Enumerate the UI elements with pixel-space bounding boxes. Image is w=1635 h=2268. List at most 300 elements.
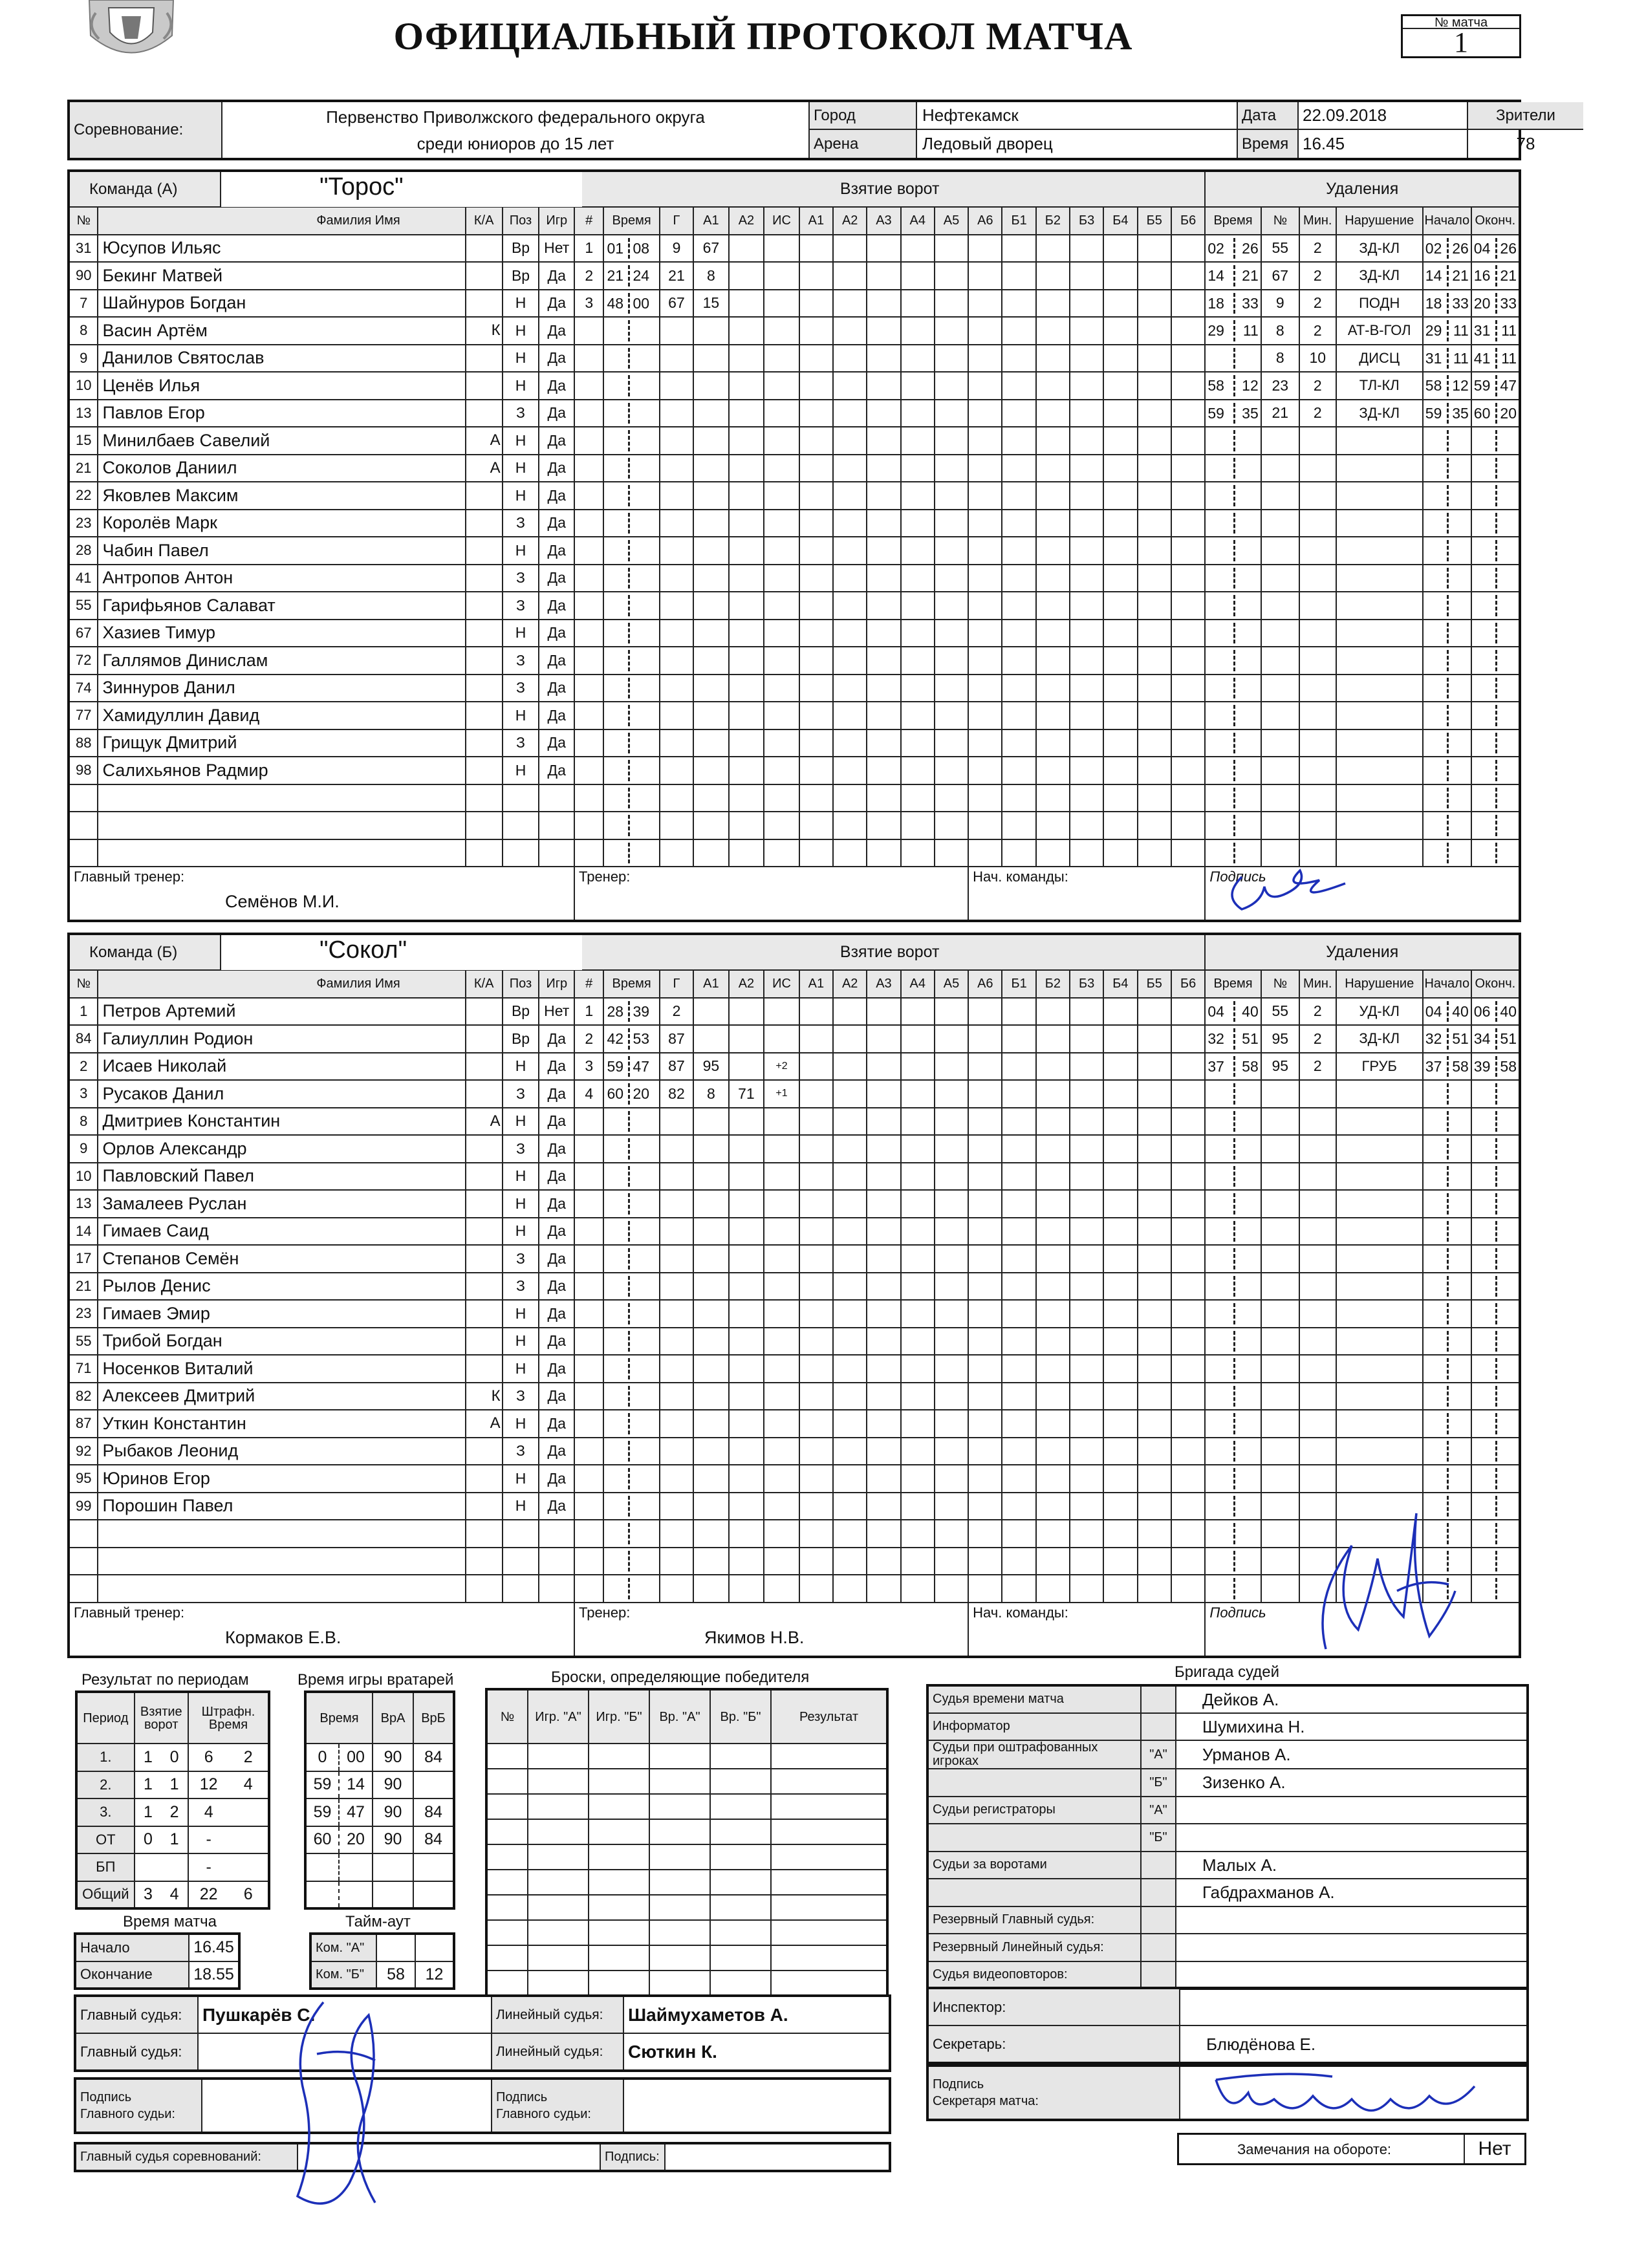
player-number: 10 bbox=[69, 1163, 98, 1191]
goal-col-10: А5 bbox=[935, 207, 968, 235]
on-ice-cell bbox=[1002, 537, 1035, 565]
penalty-start: 02 26 bbox=[1423, 235, 1471, 263]
player-played: Да bbox=[539, 317, 574, 345]
team-captain-label: Нач. команды: bbox=[973, 869, 1068, 885]
penalty-end bbox=[1471, 1135, 1520, 1163]
goal-scorer bbox=[660, 1245, 693, 1273]
arena-label: Арена bbox=[810, 130, 917, 158]
penalty-minutes: 2 bbox=[1299, 262, 1336, 290]
player-played: Да bbox=[539, 1383, 574, 1410]
player-name: Рыбаков Леонид bbox=[98, 1438, 465, 1465]
goal-col-17: Б6 bbox=[1171, 207, 1206, 235]
on-ice-cell bbox=[968, 675, 1002, 702]
on-ice-cell bbox=[799, 647, 833, 675]
on-ice-cell bbox=[1171, 1328, 1206, 1355]
player-role bbox=[466, 290, 503, 318]
on-ice-cell bbox=[968, 812, 1002, 839]
goal-assist-2 bbox=[729, 537, 764, 565]
penalty-code bbox=[1336, 784, 1423, 812]
on-ice-cell bbox=[833, 1575, 867, 1603]
player-role bbox=[466, 1080, 503, 1108]
penalty-player bbox=[1261, 1355, 1299, 1383]
player-number: 23 bbox=[69, 510, 98, 537]
goal-scorer bbox=[660, 702, 693, 729]
goal-assist-2 bbox=[729, 482, 764, 510]
goal-scorer: 67 bbox=[660, 290, 693, 318]
on-ice-cell bbox=[935, 1328, 968, 1355]
shootout-row bbox=[486, 1819, 887, 1844]
penalty-time bbox=[1205, 702, 1261, 729]
linesman-1: Шаймухаметов А. bbox=[623, 1996, 890, 2033]
player-played bbox=[539, 839, 574, 867]
penalty-code bbox=[1336, 1410, 1423, 1438]
on-ice-cell bbox=[1070, 592, 1103, 620]
official-tag bbox=[1141, 1934, 1176, 1961]
roster-col-4: Игр bbox=[539, 970, 574, 998]
period-goals-a: 1 bbox=[135, 1798, 162, 1826]
player-played: Да bbox=[539, 1465, 574, 1493]
goalie-time-table bbox=[304, 1690, 455, 1910]
player-position: Н bbox=[503, 1493, 539, 1520]
penalty-time: 18 33 bbox=[1205, 290, 1261, 318]
on-ice-cell bbox=[968, 1493, 1002, 1520]
goal-assist-1: 8 bbox=[693, 1080, 729, 1108]
player-row bbox=[69, 400, 1520, 427]
penalty-code bbox=[1336, 455, 1423, 482]
on-ice-cell bbox=[968, 620, 1002, 647]
on-ice-cell bbox=[1103, 372, 1137, 400]
shootout-cell bbox=[771, 1870, 887, 1895]
on-ice-cell bbox=[1138, 784, 1171, 812]
goal-number bbox=[574, 1355, 603, 1383]
pen-col-3: Нарушение bbox=[1336, 970, 1423, 998]
goal-number: 3 bbox=[574, 1053, 603, 1081]
goal-situation bbox=[764, 1575, 799, 1603]
on-ice-cell bbox=[968, 702, 1002, 729]
player-role bbox=[466, 702, 503, 729]
goal-situation bbox=[764, 1190, 799, 1218]
penalty-code bbox=[1336, 812, 1423, 839]
on-ice-cell bbox=[1171, 290, 1206, 318]
on-ice-cell bbox=[1138, 675, 1171, 702]
goal-number bbox=[574, 812, 603, 839]
on-ice-cell bbox=[1103, 317, 1137, 345]
player-position: З bbox=[503, 565, 539, 592]
on-ice-cell bbox=[935, 1383, 968, 1410]
player-number: 22 bbox=[69, 482, 98, 510]
on-ice-cell bbox=[867, 1245, 900, 1273]
on-ice-cell bbox=[833, 427, 867, 455]
goal-scorer bbox=[660, 784, 693, 812]
on-ice-cell bbox=[901, 235, 935, 263]
player-played: Нет bbox=[539, 998, 574, 1026]
penalty-minutes bbox=[1299, 1080, 1336, 1108]
on-ice-cell bbox=[1070, 1190, 1103, 1218]
penalty-minutes bbox=[1299, 1135, 1336, 1163]
on-ice-cell bbox=[1002, 592, 1035, 620]
shootout-cell bbox=[710, 1744, 771, 1769]
goal-assist-2 bbox=[729, 565, 764, 592]
penalty-end bbox=[1471, 1355, 1520, 1383]
on-ice-cell bbox=[1070, 647, 1103, 675]
on-ice-cell bbox=[1070, 1328, 1103, 1355]
on-ice-cell bbox=[968, 427, 1002, 455]
goal-time bbox=[603, 400, 659, 427]
goal-number: 1 bbox=[574, 998, 603, 1026]
penalty-start bbox=[1423, 1438, 1471, 1465]
shootout-cell bbox=[486, 1945, 528, 1971]
goal-assist-1 bbox=[693, 1163, 729, 1191]
penalty-player: 55 bbox=[1261, 235, 1299, 263]
penalty-end bbox=[1471, 1465, 1520, 1493]
goal-number bbox=[574, 1520, 603, 1548]
on-ice-cell bbox=[1103, 1300, 1137, 1328]
player-position: Н bbox=[503, 757, 539, 784]
on-ice-cell bbox=[1171, 372, 1206, 400]
penalty-time bbox=[1205, 1410, 1261, 1438]
player-name: Грищук Дмитрий bbox=[98, 729, 465, 757]
period-goals-b: 2 bbox=[161, 1798, 188, 1826]
officials-table bbox=[926, 1684, 1529, 1990]
penalty-end bbox=[1471, 1080, 1520, 1108]
on-ice-cell bbox=[1036, 1410, 1070, 1438]
goal-situation bbox=[764, 647, 799, 675]
player-number: 21 bbox=[69, 1273, 98, 1301]
on-ice-cell bbox=[799, 592, 833, 620]
on-ice-cell bbox=[1070, 1548, 1103, 1575]
goal-assist-2 bbox=[729, 1575, 764, 1603]
on-ice-cell bbox=[1171, 537, 1206, 565]
player-row bbox=[69, 1218, 1520, 1246]
player-role: А bbox=[466, 1410, 503, 1438]
on-ice-cell bbox=[799, 1520, 833, 1548]
on-ice-cell bbox=[867, 1410, 900, 1438]
player-name: Дмитриев Константин bbox=[98, 1108, 465, 1136]
shootout-cell bbox=[589, 1945, 649, 1971]
on-ice-cell bbox=[901, 290, 935, 318]
on-ice-cell bbox=[1036, 345, 1070, 373]
on-ice-cell bbox=[1138, 1080, 1171, 1108]
goal-number bbox=[574, 757, 603, 784]
goal-assist-2 bbox=[729, 757, 764, 784]
goal-assist-1 bbox=[693, 1493, 729, 1520]
official-name: Малых А. bbox=[1176, 1852, 1528, 1879]
comp-referee-sign-label: Подпись: bbox=[600, 2143, 665, 2171]
player-position: Н bbox=[503, 620, 539, 647]
goalie-change-min bbox=[305, 1853, 339, 1881]
shootout-cell bbox=[589, 1769, 649, 1794]
goalie-col-a: ВрА bbox=[373, 1692, 413, 1744]
on-ice-cell bbox=[935, 1493, 968, 1520]
player-played: Да bbox=[539, 1190, 574, 1218]
goal-assist-1 bbox=[693, 1218, 729, 1246]
on-ice-cell bbox=[901, 565, 935, 592]
penalty-player bbox=[1261, 1163, 1299, 1191]
on-ice-cell bbox=[968, 757, 1002, 784]
player-role: А bbox=[466, 1108, 503, 1136]
on-ice-cell bbox=[935, 998, 968, 1026]
on-ice-cell bbox=[1002, 647, 1035, 675]
goal-scorer: 82 bbox=[660, 1080, 693, 1108]
on-ice-cell bbox=[901, 1218, 935, 1246]
on-ice-cell bbox=[1002, 1135, 1035, 1163]
penalty-end bbox=[1471, 1163, 1520, 1191]
secretary-sign-label: Подпись bbox=[933, 2077, 984, 2091]
goal-assist-1 bbox=[693, 1410, 729, 1438]
on-ice-cell bbox=[1002, 998, 1035, 1026]
on-ice-cell bbox=[1070, 1520, 1103, 1548]
period-label: 3. bbox=[76, 1798, 135, 1826]
goal-number bbox=[574, 427, 603, 455]
penalty-time bbox=[1205, 1328, 1261, 1355]
match-end: 18.55 bbox=[189, 1961, 239, 1989]
on-ice-cell bbox=[799, 565, 833, 592]
player-role: К bbox=[466, 1383, 503, 1410]
player-name: Антропов Антон bbox=[98, 565, 465, 592]
on-ice-cell bbox=[1036, 647, 1070, 675]
goal-minute: 59 bbox=[607, 1057, 624, 1075]
coach-name: Якимов Н.В. bbox=[704, 1627, 805, 1647]
on-ice-cell bbox=[1138, 1108, 1171, 1136]
penalty-code: ЗД-КЛ bbox=[1336, 1025, 1423, 1053]
official-row bbox=[927, 1934, 1528, 1961]
goal-situation bbox=[764, 1163, 799, 1191]
player-played: Да bbox=[539, 1493, 574, 1520]
on-ice-cell bbox=[1171, 1410, 1206, 1438]
goal-situation bbox=[764, 345, 799, 373]
federation-emblem bbox=[83, 0, 180, 70]
goal-number bbox=[574, 1438, 603, 1465]
on-ice-cell bbox=[867, 1135, 900, 1163]
penalty-minutes bbox=[1299, 1328, 1336, 1355]
goal-col-13: Б2 bbox=[1036, 970, 1070, 998]
on-ice-cell bbox=[833, 1245, 867, 1273]
player-role bbox=[466, 537, 503, 565]
on-ice-cell bbox=[833, 1273, 867, 1301]
penalty-code: ЗД-КЛ bbox=[1336, 262, 1423, 290]
on-ice-cell bbox=[901, 317, 935, 345]
on-ice-cell bbox=[1002, 784, 1035, 812]
penalty-end bbox=[1471, 1383, 1520, 1410]
spectators-label: Зрители bbox=[1468, 102, 1583, 130]
on-ice-cell bbox=[1171, 592, 1206, 620]
period-goals-a: 0 bbox=[135, 1826, 162, 1854]
player-number: 8 bbox=[69, 317, 98, 345]
on-ice-cell bbox=[799, 537, 833, 565]
on-ice-cell bbox=[935, 729, 968, 757]
on-ice-cell bbox=[1171, 839, 1206, 867]
on-ice-cell bbox=[1036, 839, 1070, 867]
on-ice-cell bbox=[799, 482, 833, 510]
on-ice-cell bbox=[799, 1135, 833, 1163]
penalty-end bbox=[1471, 1300, 1520, 1328]
penalty-start bbox=[1423, 537, 1471, 565]
penalty-start: 58 12 bbox=[1423, 372, 1471, 400]
official-row bbox=[927, 1906, 1528, 1934]
player-played: Да bbox=[539, 1108, 574, 1136]
goal-assist-1 bbox=[693, 757, 729, 784]
on-ice-cell bbox=[1070, 1218, 1103, 1246]
player-name bbox=[98, 839, 465, 867]
penalty-start bbox=[1423, 784, 1471, 812]
penalty-minutes: 10 bbox=[1299, 345, 1336, 373]
penalty-player bbox=[1261, 784, 1299, 812]
penalty-code bbox=[1336, 757, 1423, 784]
player-name: Шайнуров Богдан bbox=[98, 290, 465, 318]
on-ice-cell bbox=[1036, 537, 1070, 565]
period-label: Общий bbox=[76, 1881, 135, 1909]
player-name: Васин Артём bbox=[98, 317, 465, 345]
penalty-minutes bbox=[1299, 1273, 1336, 1301]
on-ice-cell bbox=[1070, 1080, 1103, 1108]
on-ice-cell bbox=[1103, 1080, 1137, 1108]
on-ice-cell bbox=[901, 647, 935, 675]
player-role bbox=[466, 1465, 503, 1493]
head-coach-label: Главный тренер: bbox=[74, 869, 185, 885]
on-ice-cell bbox=[833, 372, 867, 400]
player-number: 13 bbox=[69, 1190, 98, 1218]
goal-assist-2 bbox=[729, 345, 764, 373]
on-ice-cell bbox=[1002, 1025, 1035, 1053]
on-ice-cell bbox=[833, 1520, 867, 1548]
penalty-time: 58 12 bbox=[1205, 372, 1261, 400]
on-ice-cell bbox=[1070, 839, 1103, 867]
pen-col-2: Мин. bbox=[1299, 970, 1336, 998]
on-ice-cell bbox=[799, 345, 833, 373]
on-ice-cell bbox=[1103, 702, 1137, 729]
goal-scorer bbox=[660, 729, 693, 757]
on-ice-cell bbox=[867, 1108, 900, 1136]
goal-number bbox=[574, 729, 603, 757]
on-ice-cell bbox=[1103, 1135, 1137, 1163]
player-name: Павловский Павел bbox=[98, 1163, 465, 1191]
penalty-minutes bbox=[1299, 1383, 1336, 1410]
on-ice-cell bbox=[1002, 757, 1035, 784]
goal-time bbox=[603, 675, 659, 702]
player-position: Н bbox=[503, 1108, 539, 1136]
on-ice-cell bbox=[799, 1355, 833, 1383]
period-goals-b: 4 bbox=[161, 1881, 188, 1909]
on-ice-cell bbox=[1036, 592, 1070, 620]
player-row bbox=[69, 1465, 1520, 1493]
player-row bbox=[69, 1383, 1520, 1410]
on-ice-cell bbox=[1002, 427, 1035, 455]
on-ice-cell bbox=[1036, 482, 1070, 510]
coach-cell bbox=[574, 867, 968, 921]
inspector-value bbox=[1180, 1988, 1528, 2025]
goal-scorer bbox=[660, 1575, 693, 1603]
on-ice-cell bbox=[968, 262, 1002, 290]
ref-sign-label: Подпись bbox=[80, 2090, 132, 2104]
on-ice-cell bbox=[1103, 757, 1137, 784]
on-ice-cell bbox=[968, 537, 1002, 565]
roster-col-3: Поз bbox=[503, 970, 539, 998]
penalty-end bbox=[1471, 839, 1520, 867]
penalty-time bbox=[1205, 1355, 1261, 1383]
on-ice-cell bbox=[1138, 372, 1171, 400]
on-ice-cell bbox=[1103, 1328, 1137, 1355]
goal-assist-2 bbox=[729, 839, 764, 867]
on-ice-cell bbox=[1171, 1080, 1206, 1108]
goal-col-6: А1 bbox=[799, 970, 833, 998]
penalty-time bbox=[1205, 729, 1261, 757]
on-ice-cell bbox=[833, 1465, 867, 1493]
goal-situation bbox=[764, 1410, 799, 1438]
player-role bbox=[466, 757, 503, 784]
on-ice-cell bbox=[833, 1108, 867, 1136]
on-ice-cell bbox=[799, 1575, 833, 1603]
player-played bbox=[539, 1548, 574, 1575]
penalty-end bbox=[1471, 757, 1520, 784]
goal-situation bbox=[764, 317, 799, 345]
shootout-cell bbox=[528, 1945, 589, 1971]
periods-col-period: Период bbox=[76, 1692, 135, 1744]
goal-number bbox=[574, 510, 603, 537]
on-ice-cell bbox=[1002, 1520, 1035, 1548]
on-ice-cell bbox=[935, 812, 968, 839]
on-ice-cell bbox=[1036, 1520, 1070, 1548]
goal-time bbox=[603, 592, 659, 620]
period-row bbox=[76, 1744, 269, 1771]
shootout-cell bbox=[486, 1819, 528, 1844]
goal-assist-2 bbox=[729, 262, 764, 290]
on-ice-cell bbox=[1103, 1025, 1137, 1053]
goal-time bbox=[603, 620, 659, 647]
on-ice-cell bbox=[968, 1025, 1002, 1053]
player-number bbox=[69, 1575, 98, 1603]
on-ice-cell bbox=[1036, 372, 1070, 400]
penalty-code bbox=[1336, 1465, 1423, 1493]
on-ice-cell bbox=[867, 1163, 900, 1191]
goal-assist-2 bbox=[729, 400, 764, 427]
on-ice-cell bbox=[1171, 345, 1206, 373]
player-name: Хазиев Тимур bbox=[98, 620, 465, 647]
period-goals-b: 1 bbox=[161, 1771, 188, 1799]
on-ice-cell bbox=[968, 1163, 1002, 1191]
penalty-time bbox=[1205, 812, 1261, 839]
on-ice-cell bbox=[901, 1163, 935, 1191]
player-role bbox=[466, 345, 503, 373]
goal-second: 20 bbox=[633, 1085, 650, 1102]
goal-number bbox=[574, 345, 603, 373]
player-role bbox=[466, 1520, 503, 1548]
on-ice-cell bbox=[799, 262, 833, 290]
goal-assist-1 bbox=[693, 812, 729, 839]
on-ice-cell bbox=[935, 262, 968, 290]
penalty-time bbox=[1205, 482, 1261, 510]
goal-assist-2 bbox=[729, 812, 764, 839]
official-name: Зизенко А. bbox=[1176, 1769, 1528, 1797]
goalie-b: 84 bbox=[413, 1744, 454, 1771]
on-ice-cell bbox=[833, 1493, 867, 1520]
timeout-table bbox=[309, 1932, 455, 1990]
on-ice-cell bbox=[1070, 400, 1103, 427]
goal-col-12: Б1 bbox=[1002, 207, 1035, 235]
penalty-code bbox=[1336, 702, 1423, 729]
on-ice-cell bbox=[799, 1245, 833, 1273]
goalie-b bbox=[413, 1853, 454, 1881]
on-ice-cell bbox=[1036, 317, 1070, 345]
shootout-cell bbox=[649, 1744, 710, 1769]
player-role bbox=[466, 235, 503, 263]
player-row bbox=[69, 620, 1520, 647]
penalty-minutes bbox=[1299, 1438, 1336, 1465]
penalty-start bbox=[1423, 1245, 1471, 1273]
match-time-title: Время матча bbox=[123, 1913, 217, 1930]
goalie-row bbox=[305, 1798, 454, 1826]
goal-col-14: Б3 bbox=[1070, 207, 1103, 235]
penalty-minutes bbox=[1299, 729, 1336, 757]
